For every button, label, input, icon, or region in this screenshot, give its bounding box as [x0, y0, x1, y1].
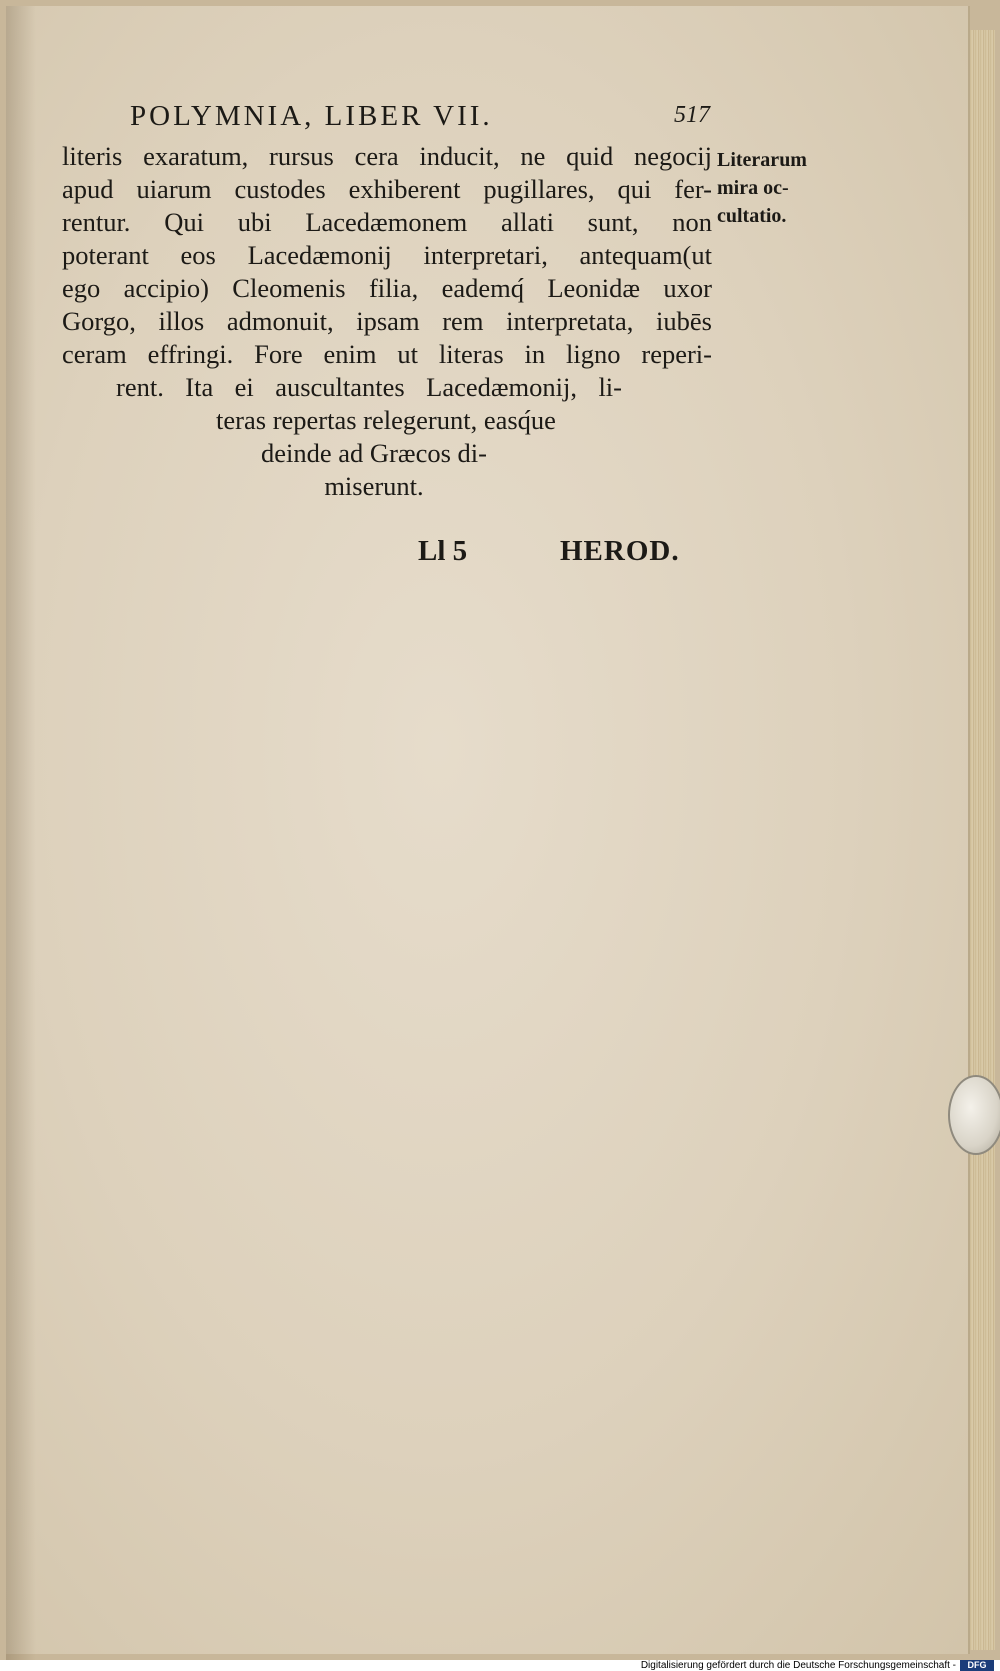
text-line: ceram effringi. Fore enim ut literas in ligno reperi-	[62, 339, 712, 369]
funding-credit: Digitalisierung gefördert durch die Deutsche Forschungsgemeinschaft -	[640, 1660, 956, 1671]
text-line: apud uiarum custodes exhiberent pugillares, qui fer-	[62, 174, 712, 204]
dfg-logo: DFG	[960, 1660, 994, 1671]
text-line: literis exaratum, rursus cera inducit, ne quid negocij	[62, 141, 712, 171]
marginal-note-line: mira oc-	[717, 177, 789, 199]
signature-mark: Ll 5	[418, 535, 468, 567]
catchword: HEROD.	[560, 535, 680, 567]
marginal-note-line: cultatio.	[717, 205, 787, 227]
text-line: miserunt.	[324, 471, 424, 501]
text-line: ego accipio) Cleomenis filia, eademq́ Leonidæ uxor	[62, 273, 712, 303]
text-line: Gorgo, illos admonuit, ipsam rem interpretata, iubēs	[62, 306, 712, 336]
binding-shadow	[6, 6, 36, 1666]
catch-line	[0, 535, 1000, 571]
page-fore-edge	[968, 30, 995, 1650]
running-title: POLYMNIA, LIBER VII.	[130, 100, 493, 132]
main-text-block	[62, 140, 712, 503]
marginal-note-line: Literarum	[717, 149, 807, 171]
page-clip	[948, 1075, 1000, 1155]
text-line: deinde ad Græcos di-	[261, 438, 487, 468]
running-header	[130, 100, 710, 140]
marginal-note	[717, 146, 837, 230]
page-number: 517	[674, 102, 710, 128]
text-line: rent. Ita ei auscultantes Lacedæmonij, li-	[116, 372, 622, 402]
text-line: teras repertas relegerunt, easq́ue	[216, 405, 556, 435]
text-line: poterant eos Lacedæmonij interpretari, antequam(ut	[62, 240, 712, 270]
text-line: rentur. Qui ubi Lacedæmonem allati sunt, non	[62, 207, 712, 237]
